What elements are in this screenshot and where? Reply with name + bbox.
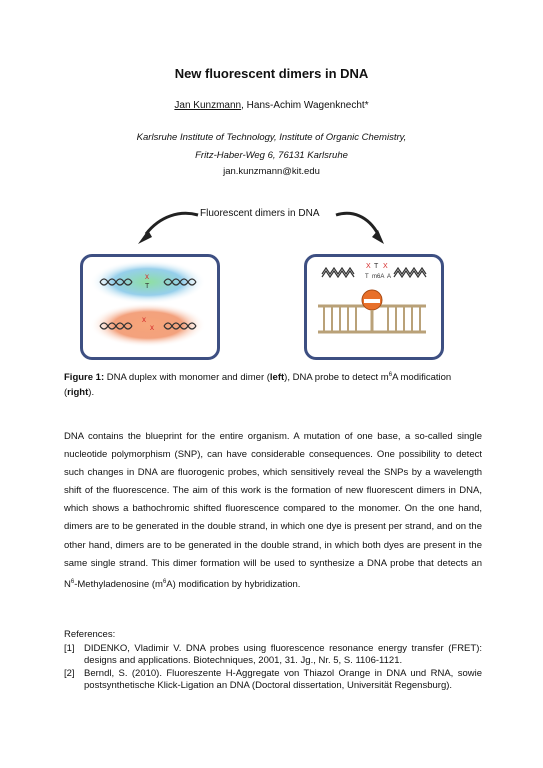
marker-a: A [387, 274, 392, 280]
reference-text: Berndl, S. (2010). Fluoreszente H-Aggregate von Thiazol Orange in DNA und RNA, sowie postsynthetische Klick-Ligation an DNA (Doctoral dissertation, Universität Regensburg). [84, 668, 482, 691]
marker-t-top: T [374, 263, 379, 270]
reference-number: [2] [64, 668, 75, 679]
reference-text: DIDENKO, Vladimir V. DNA probes using fluorescence resonance energy transfer (FRET): designs and applications. Biotechniques, 2001, 31. Jg., Nr. 5, S. 1106-1121. [84, 643, 482, 666]
marker-x-right: X [383, 263, 388, 270]
right-curved-arrow-icon [336, 213, 384, 244]
marker-x-left: X [366, 263, 371, 270]
marker-m6a: m6A [372, 274, 385, 280]
probe-fluorophore-icon [362, 290, 382, 332]
email-address[interactable]: jan.kunzmann@kit.edu [223, 166, 320, 177]
figure-caption: Figure 1: DNA duplex with monomer and dimer (left), DNA probe to detect $m^6A$ modification (right). [64, 372, 452, 399]
affiliation-line-1: Karlsruhe Institute of Technology, Institute of Organic Chemistry, [136, 132, 407, 143]
figure-label: Fluorescent dimers in DNA [200, 208, 320, 219]
author-line [0, 100, 543, 111]
caption-lead: Figure 1: [64, 372, 105, 384]
references-heading: References: [64, 629, 116, 640]
reference-number: [1] [64, 643, 75, 654]
marker-t-bottom: T [365, 274, 369, 280]
dye-marker-lower-a: x [142, 315, 146, 324]
figure-arrows [0, 200, 543, 260]
svg-text:T: T [145, 283, 150, 290]
dye-marker-upper: x [145, 272, 149, 281]
co-authors: , Hans-Achim Wagenknecht* [241, 100, 369, 111]
probe-illustration [302, 252, 442, 358]
duplex-illustration [78, 252, 218, 358]
affiliation-line-2: Fritz-Haber-Weg 6, 76131 Karlsruhe [195, 150, 348, 161]
dye-marker-lower-b: x [150, 323, 154, 332]
paper-title: New fluorescent dimers in DNA [174, 66, 369, 81]
presenting-author: Jan Kunzmann [174, 100, 242, 111]
abstract-body: DNA contains the blueprint for the entire organism. A mutation of one base, a so-called single nucleotide polymorphism (SNP), can have considerable consequences. One possibility to detect such changes in DNA are fluorogenic probes, which sensitively reveal the SNPs by a wavelength shift of the fluorescence. The aim of this work is the formation of new fluorescent dimers in DNA, which shows a bathochromic shifted fluorescence compared to the monomer. On the one hand, dimers are to be generated in the double strand, in which one dye is present per strand, and on the other hand, dimers are to be generated in the double strand, in which both dyes are present in the same single strand. This dimer formation will be used to synthesize a DNA probe that detects an $N^6$-Methyladenosine $(m^6A)$ modification by hybridization. [64, 431, 482, 590]
left-curved-arrow-icon [138, 213, 198, 244]
